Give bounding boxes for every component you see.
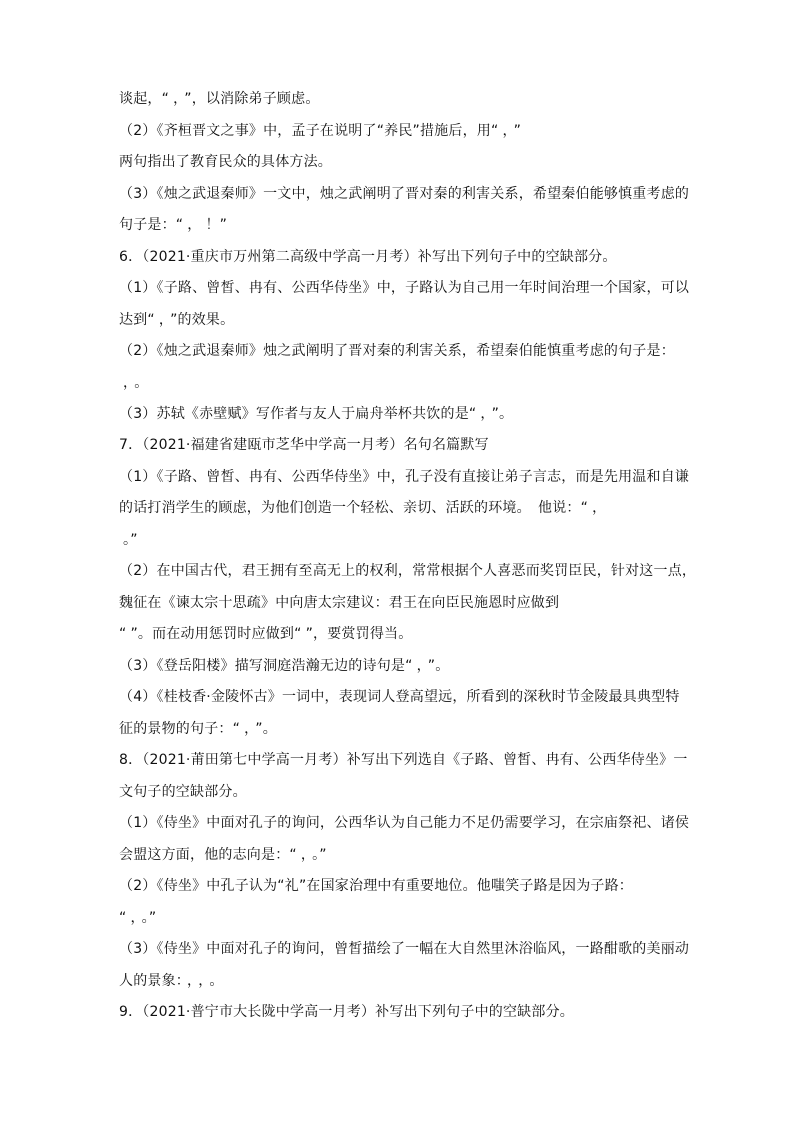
text-line: [119, 593, 559, 613]
text-line: [119, 908, 156, 930]
line-text: （2）《侍坐》中孔子认为“礼”在国家治理中有重要地位。他嗤笑子路是因为子路：: [119, 878, 634, 894]
line-text: “: [119, 626, 127, 642]
line-text: 。”: [312, 847, 327, 863]
line-text: 7．（2021·福建省建瓯市芝华中学高一月考）名句名篇默写: [119, 437, 489, 453]
line-text: （3）《侍坐》中面对孔子的询问，曾皙描绘了一幅在大自然里沐浴临风，一路酣歌的美丽动: [119, 941, 690, 957]
text-line: [119, 184, 689, 204]
text-line: [119, 435, 489, 455]
line-text: “: [119, 910, 127, 926]
line-text: 人的景象：: [119, 973, 183, 989]
line-text: ，: [480, 406, 488, 422]
line-text: 魏征在《谏太宗十思疏》中向唐太宗建议：君王在向臣民施恩时应做到: [119, 595, 560, 611]
line-text: ，: [244, 721, 252, 737]
text-line: [119, 341, 675, 361]
line-text: ，: [592, 500, 607, 516]
line-text: ，: [123, 375, 131, 391]
line-text: 。: [209, 973, 224, 989]
line-text: ，: [173, 91, 181, 107]
line-text: （2）在中国古代，君王拥有至高无上的权利，常常根据个人喜恶而奖罚臣民，针对这一点，: [119, 563, 697, 579]
text-line: [119, 89, 320, 111]
line-text: 6．（2021·重庆市万州第二高级中学高一月考）补写出下列句子中的空缺部分。: [119, 249, 617, 265]
text-line: [119, 467, 689, 487]
text-line: [119, 687, 680, 707]
text-line: [119, 278, 689, 298]
line-text: 的话打消学生的顾虑，为他们创造一个轻松、亲切、活跃的环境。 他说：“: [119, 500, 589, 516]
line-text: ”的效果。: [170, 312, 235, 328]
line-text: （1）《子路、曾皙、冉有、公西华侍坐》中，子路认为自己用一年时间治理一个国家，可以: [119, 280, 690, 296]
line-text: ，: [300, 847, 309, 863]
line-text: （3）苏轼《赤壁赋》写作者与友人于扁舟举杯共饮的是“: [119, 406, 477, 422]
line-text: ，: [187, 973, 195, 989]
text-line: [119, 247, 617, 267]
text-line: [119, 656, 449, 678]
text-line: [119, 561, 696, 581]
text-line: [119, 939, 689, 959]
line-text: 。”: [123, 532, 138, 548]
line-text: ，: [130, 910, 138, 926]
text-line: [119, 530, 138, 552]
text-line: [119, 373, 148, 395]
line-text: ”，要赏罚得当。: [305, 626, 413, 642]
line-text: 会盟这方面，他的志向是：“: [119, 847, 297, 863]
line-text: ”。: [491, 406, 514, 422]
text-line: [119, 813, 689, 833]
line-text: ”。: [427, 658, 450, 674]
line-text: 。: [134, 375, 149, 391]
line-text: 谈起，“: [119, 91, 170, 107]
line-text: 征的景物的句子：“: [119, 721, 241, 737]
text-line: [119, 404, 513, 426]
line-text: 9．（2021·普宁市大长陇中学高一月考）补写出下列句子中的空缺部分。: [119, 1004, 574, 1020]
line-text: ！”: [205, 217, 228, 233]
line-text: ”，以消除弟子顾虑。: [184, 91, 320, 107]
line-text: ，: [187, 217, 202, 233]
text-line: [119, 152, 332, 172]
line-text: ，: [502, 123, 510, 139]
text-line: [119, 310, 234, 332]
line-text: 句子是：“: [119, 217, 184, 233]
text-line: [119, 876, 633, 896]
line-text: ”。而在动用惩罚时应做到“: [130, 626, 302, 642]
line-text: ，: [158, 312, 167, 328]
line-text: 达到“: [119, 312, 155, 328]
line-text: ，: [416, 658, 424, 674]
text-line: [119, 719, 277, 741]
text-line: [119, 971, 224, 993]
line-text: 8．（2021·莆田第七中学高一月考）补写出下列选自《子路、曾皙、冉有、公西华侍坐》一: [119, 752, 688, 768]
line-text: （3）《登岳阳楼》描写洞庭浩瀚无边的诗句是“: [119, 658, 413, 674]
text-line: [119, 782, 247, 802]
line-text: （2）《烛之武退秦师》烛之武阐明了晋对秦的利害关系，希望秦伯能慎重考虑的句子是：: [119, 343, 675, 359]
line-text: 文句子的空缺部分。: [119, 784, 247, 800]
line-text: ”: [513, 123, 522, 139]
line-text: 两句指出了教育民众的具体方法。: [119, 154, 332, 170]
text-line: [119, 1002, 574, 1022]
line-text: 。”: [141, 910, 157, 926]
text-line: [119, 498, 606, 520]
text-line: [119, 845, 327, 867]
text-line: [119, 750, 688, 770]
line-text: ，: [198, 973, 206, 989]
text-line: [119, 215, 227, 237]
line-text: （3）《烛之武退秦师》一文中，烛之武阐明了晋对秦的利害关系，希望秦伯能够慎重考虑的: [119, 186, 690, 202]
line-text: （1）《侍坐》中面对孔子的询问，公西华认为自己能力不足仍需要学习，在宗庙祭祀、诸侯: [119, 815, 690, 831]
line-text: （2）《齐桓晋文之事》中，孟子在说明了“养民”措施后，用“: [119, 123, 499, 139]
line-text: ”。: [255, 721, 277, 737]
line-text: （4）《桂枝香·金陵怀古》一词中，表现词人登高望远，所看到的深秋时节金陵最具典型特: [119, 689, 680, 705]
text-line: [119, 121, 521, 143]
text-line: [119, 624, 412, 646]
line-text: （1）《子路、曾皙、冉有、公西华侍坐》中，孔子没有直接让弟子言志，而是先用温和自谦: [119, 469, 690, 485]
